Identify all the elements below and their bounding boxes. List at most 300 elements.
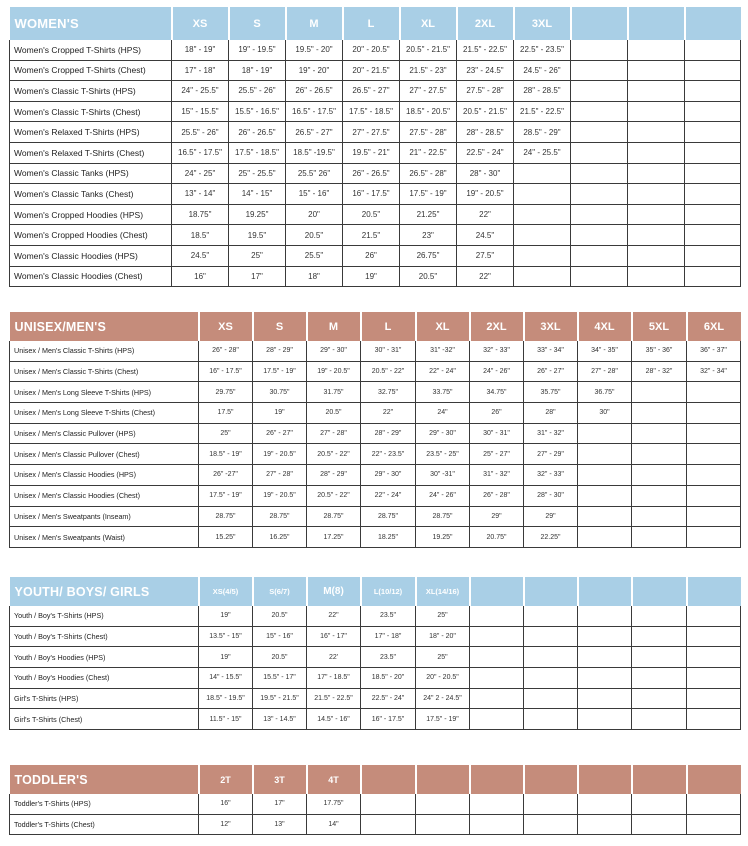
measurement-cell: 14.5" - 16": [307, 709, 361, 730]
womens-header-row: [10, 7, 741, 40]
toddler-size-section: [9, 765, 740, 835]
measurement-cell: [687, 794, 741, 814]
measurement-cell: 19.5" - 20": [286, 40, 343, 60]
size-header: [685, 7, 741, 40]
measurement-cell: 16" - 17.5": [199, 361, 253, 382]
measurement-cell: [571, 122, 628, 143]
measurement-cell: [628, 60, 685, 81]
measurement-cell: 19": [199, 647, 253, 668]
measurement-cell: 30" - 31": [361, 341, 416, 361]
womens-size-section: [9, 7, 740, 287]
measurement-cell: 20" - 20.5": [416, 668, 470, 689]
measurement-cell: 19.5" - 21.5": [253, 688, 307, 709]
measurement-cell: [578, 626, 632, 647]
measurement-cell: [687, 626, 741, 647]
size-header: L: [343, 7, 400, 40]
measurement-cell: [571, 60, 628, 81]
measurement-cell: 14" - 15.5": [199, 668, 253, 689]
measurement-cell: 20.5" - 21.5": [400, 40, 457, 60]
measurement-cell: [524, 647, 578, 668]
size-header: M(8): [307, 577, 361, 606]
measurement-cell: 32" - 34": [687, 361, 741, 382]
measurement-cell: 19" - 19.5": [229, 40, 286, 60]
table-row: [10, 184, 741, 205]
measurement-cell: [571, 245, 628, 266]
measurement-cell: [470, 668, 524, 689]
unisex-mens-size-table: [9, 312, 741, 548]
measurement-cell: 28" - 29": [307, 465, 361, 486]
measurement-cell: [685, 142, 741, 163]
measurement-cell: [628, 142, 685, 163]
measurement-cell: 24" - 25.5": [514, 142, 571, 163]
size-header: XL(14/16): [416, 577, 470, 606]
youth-header-row: [10, 577, 741, 606]
measurement-cell: 17.5" - 19": [400, 184, 457, 205]
toddler-size-table: [9, 765, 741, 835]
measurement-cell: 26.5" - 27": [286, 122, 343, 143]
measurement-cell: [687, 465, 741, 486]
size-header: 4T: [307, 765, 361, 794]
measurement-cell: [416, 814, 470, 835]
measurement-cell: 14": [307, 814, 361, 835]
garment-measurement-label: Girl's T-Shirts (Chest): [10, 709, 199, 730]
measurement-cell: 23" - 24.5": [457, 60, 514, 81]
measurement-cell: 19": [253, 403, 307, 424]
garment-measurement-label: Women's Classic Tanks (HPS): [10, 163, 172, 184]
measurement-cell: [578, 506, 632, 527]
measurement-cell: 17" - 18": [361, 626, 416, 647]
table-row: [10, 341, 741, 361]
measurement-cell: 28.75": [416, 506, 470, 527]
measurement-cell: [514, 225, 571, 246]
table-row: [10, 266, 741, 287]
measurement-cell: 29": [470, 506, 524, 527]
table-row: [10, 81, 741, 102]
garment-measurement-label: Women's Classic Hoodies (HPS): [10, 245, 172, 266]
measurement-cell: 24" 2 - 24.5": [416, 688, 470, 709]
measurement-cell: 32" - 33": [524, 465, 578, 486]
measurement-cell: [685, 266, 741, 287]
measurement-cell: [571, 101, 628, 122]
measurement-cell: [571, 81, 628, 102]
size-header: 2XL: [457, 7, 514, 40]
measurement-cell: [628, 163, 685, 184]
measurement-cell: 21.5" - 22.5": [457, 40, 514, 60]
measurement-cell: [685, 245, 741, 266]
measurement-cell: [514, 266, 571, 287]
measurement-cell: 18.5" -19.5": [286, 142, 343, 163]
measurement-cell: 12": [199, 814, 253, 835]
measurement-cell: [632, 668, 687, 689]
unisex-table-body: [10, 341, 741, 547]
measurement-cell: 36" - 37": [687, 341, 741, 361]
size-header: S: [229, 7, 286, 40]
size-header: [524, 577, 578, 606]
measurement-cell: 18.5" - 20": [361, 668, 416, 689]
youth-table-body: [10, 606, 741, 730]
measurement-cell: 25": [416, 647, 470, 668]
size-header: 2XL: [470, 312, 524, 341]
measurement-cell: 11.5" - 15": [199, 709, 253, 730]
measurement-cell: [687, 668, 741, 689]
measurement-cell: 21.5" - 22.5": [307, 688, 361, 709]
measurement-cell: 13" - 14": [172, 184, 229, 205]
measurement-cell: 27" - 27.5": [400, 81, 457, 102]
measurement-cell: [571, 142, 628, 163]
garment-measurement-label: Women's Cropped T-Shirts (Chest): [10, 60, 172, 81]
table-row: [10, 444, 741, 465]
size-header: [578, 765, 632, 794]
measurement-cell: 24.5": [172, 245, 229, 266]
measurement-cell: 19.5": [229, 225, 286, 246]
measurement-cell: [628, 81, 685, 102]
size-header: L: [361, 312, 416, 341]
garment-measurement-label: Toddler's T-Shirts (Chest): [10, 814, 199, 835]
measurement-cell: 24" - 25.5": [172, 81, 229, 102]
measurement-cell: [571, 40, 628, 60]
measurement-cell: 28" - 28.5": [457, 122, 514, 143]
table-row: [10, 382, 741, 403]
measurement-cell: [632, 403, 687, 424]
size-header: [361, 765, 416, 794]
garment-measurement-label: Women's Classic T-Shirts (Chest): [10, 101, 172, 122]
table-row: [10, 647, 741, 668]
measurement-cell: [470, 814, 524, 835]
measurement-cell: 36.75": [578, 382, 632, 403]
measurement-cell: [632, 444, 687, 465]
measurement-cell: [524, 626, 578, 647]
measurement-cell: 30" - 31": [470, 423, 524, 444]
measurement-cell: [470, 794, 524, 814]
size-header: [524, 765, 578, 794]
measurement-cell: 28.75": [199, 506, 253, 527]
garment-measurement-label: Unisex / Men's Classic Pullover (HPS): [10, 423, 199, 444]
measurement-cell: 28" - 29": [361, 423, 416, 444]
size-header: [470, 577, 524, 606]
measurement-cell: 20.5" - 21.5": [457, 101, 514, 122]
garment-measurement-label: Unisex / Men's Classic Hoodies (HPS): [10, 465, 199, 486]
measurement-cell: 18.5" - 19.5": [199, 688, 253, 709]
measurement-cell: 15.25": [199, 527, 253, 548]
measurement-cell: 20.5": [400, 266, 457, 287]
measurement-cell: 26.75": [400, 245, 457, 266]
measurement-cell: 17.5" - 18.5": [229, 142, 286, 163]
measurement-cell: [578, 647, 632, 668]
measurement-cell: [687, 506, 741, 527]
measurement-cell: 19.25": [416, 527, 470, 548]
measurement-cell: 20.5": [286, 225, 343, 246]
garment-measurement-label: Women's Relaxed T-Shirts (HPS): [10, 122, 172, 143]
size-header: 6XL: [687, 312, 741, 341]
measurement-cell: [628, 266, 685, 287]
measurement-cell: 17.5" - 19": [199, 485, 253, 506]
measurement-cell: 28.75": [307, 506, 361, 527]
measurement-cell: 22" - 24": [416, 361, 470, 382]
measurement-cell: 22": [457, 204, 514, 225]
measurement-cell: 17" - 18": [172, 60, 229, 81]
measurement-cell: [361, 794, 416, 814]
measurement-cell: 28": [524, 403, 578, 424]
measurement-cell: [571, 163, 628, 184]
measurement-cell: 29" - 30": [416, 423, 470, 444]
garment-measurement-label: Unisex / Men's Classic T-Shirts (HPS): [10, 341, 199, 361]
measurement-cell: 24" - 25": [172, 163, 229, 184]
measurement-cell: [578, 688, 632, 709]
measurement-cell: 29": [524, 506, 578, 527]
measurement-cell: 18.25": [361, 527, 416, 548]
measurement-cell: 28" - 28.5": [514, 81, 571, 102]
size-header: [632, 765, 687, 794]
measurement-cell: 27" - 27.5": [343, 122, 400, 143]
measurement-cell: [687, 403, 741, 424]
measurement-cell: 26" - 26.5": [286, 81, 343, 102]
table-row: [10, 626, 741, 647]
garment-measurement-label: Girl's T-Shirts (HPS): [10, 688, 199, 709]
toddler-table-body: [10, 794, 741, 835]
measurement-cell: 23.5": [361, 647, 416, 668]
garment-measurement-label: Youth / Boy's Hoodies (HPS): [10, 647, 199, 668]
measurement-cell: 19" - 20.5": [457, 184, 514, 205]
measurement-cell: [685, 225, 741, 246]
measurement-cell: 15" - 16": [253, 626, 307, 647]
measurement-cell: [685, 122, 741, 143]
measurement-cell: 20.5" - 22": [307, 485, 361, 506]
measurement-cell: [687, 709, 741, 730]
measurement-cell: 16.5" - 17.5": [286, 101, 343, 122]
table-row: [10, 361, 741, 382]
garment-measurement-label: Women's Cropped Hoodies (HPS): [10, 204, 172, 225]
table-row: [10, 668, 741, 689]
measurement-cell: [628, 184, 685, 205]
measurement-cell: 31" - 32": [524, 423, 578, 444]
table-row: [10, 794, 741, 814]
measurement-cell: 17.5" - 19": [253, 361, 307, 382]
measurement-cell: [578, 444, 632, 465]
table-row: [10, 814, 741, 835]
measurement-cell: 22": [457, 266, 514, 287]
size-header: 3XL: [514, 7, 571, 40]
measurement-cell: [470, 626, 524, 647]
measurement-cell: 18" - 19": [172, 40, 229, 60]
measurement-cell: 27.5" - 28": [400, 122, 457, 143]
unisex-section-title: UNISEX/MEN'S: [10, 312, 199, 341]
size-header: XS(4/5): [199, 577, 253, 606]
measurement-cell: [470, 647, 524, 668]
toddler-header-row: [10, 765, 741, 794]
garment-measurement-label: Toddler's T-Shirts (HPS): [10, 794, 199, 814]
measurement-cell: 20" - 20.5": [343, 40, 400, 60]
measurement-cell: 19" - 20.5": [253, 485, 307, 506]
measurement-cell: 28.75": [253, 506, 307, 527]
measurement-cell: [470, 709, 524, 730]
measurement-cell: 33.75": [416, 382, 470, 403]
measurement-cell: 31" - 32": [470, 465, 524, 486]
size-header: 5XL: [632, 312, 687, 341]
measurement-cell: [524, 814, 578, 835]
measurement-cell: 26.5" - 28": [400, 163, 457, 184]
measurement-cell: 25.5" - 26": [229, 81, 286, 102]
measurement-cell: [524, 606, 578, 626]
size-header: [628, 7, 685, 40]
size-header: [571, 7, 628, 40]
measurement-cell: 23.5": [361, 606, 416, 626]
measurement-cell: [571, 184, 628, 205]
table-row: [10, 403, 741, 424]
measurement-cell: [687, 382, 741, 403]
table-row: [10, 163, 741, 184]
measurement-cell: [578, 465, 632, 486]
measurement-cell: [632, 485, 687, 506]
measurement-cell: 25" - 25.5": [229, 163, 286, 184]
table-row: [10, 465, 741, 486]
table-row: [10, 485, 741, 506]
youth-size-table: [9, 577, 741, 730]
measurement-cell: 18.5" - 19": [199, 444, 253, 465]
toddler-section-title: TODDLER'S: [10, 765, 199, 794]
measurement-cell: 28" - 29": [253, 341, 307, 361]
table-row: [10, 225, 741, 246]
measurement-cell: 26" - 26.5": [343, 163, 400, 184]
measurement-cell: [571, 225, 628, 246]
measurement-cell: 22': [307, 647, 361, 668]
measurement-cell: [578, 423, 632, 444]
measurement-cell: [687, 485, 741, 506]
table-row: [10, 204, 741, 225]
measurement-cell: [687, 527, 741, 548]
garment-measurement-label: Youth / Boy's T-Shirts (HPS): [10, 606, 199, 626]
measurement-cell: 20.5" - 22": [307, 444, 361, 465]
measurement-cell: 27" - 28": [307, 423, 361, 444]
garment-measurement-label: Women's Classic T-Shirts (HPS): [10, 81, 172, 102]
unisex-mens-size-section: [9, 312, 740, 548]
measurement-cell: [685, 101, 741, 122]
measurement-cell: [687, 688, 741, 709]
measurement-cell: 34.75": [470, 382, 524, 403]
measurement-cell: [578, 794, 632, 814]
measurement-cell: [416, 794, 470, 814]
measurement-cell: [685, 163, 741, 184]
measurement-cell: 22.5" - 23.5": [514, 40, 571, 60]
measurement-cell: 20.5" - 22": [361, 361, 416, 382]
measurement-cell: [685, 204, 741, 225]
measurement-cell: 13": [253, 814, 307, 835]
measurement-cell: [632, 606, 687, 626]
size-header: XS: [172, 7, 229, 40]
measurement-cell: [685, 81, 741, 102]
measurement-cell: 17": [229, 266, 286, 287]
table-row: [10, 101, 741, 122]
measurement-cell: 20": [286, 204, 343, 225]
measurement-cell: 21" - 22.5": [400, 142, 457, 163]
measurement-cell: 26.5" - 27": [343, 81, 400, 102]
measurement-cell: 19" - 20.5": [253, 444, 307, 465]
measurement-cell: 26" - 27": [524, 361, 578, 382]
measurement-cell: [578, 606, 632, 626]
measurement-cell: 17.75": [307, 794, 361, 814]
size-header: [687, 765, 741, 794]
measurement-cell: 26" - 28": [470, 485, 524, 506]
garment-measurement-label: Unisex / Men's Classic T-Shirts (Chest): [10, 361, 199, 382]
measurement-cell: [628, 225, 685, 246]
measurement-cell: 20.5": [253, 606, 307, 626]
garment-measurement-label: Women's Classic Tanks (Chest): [10, 184, 172, 205]
table-row: [10, 60, 741, 81]
measurement-cell: 32.75": [361, 382, 416, 403]
measurement-cell: 18": [286, 266, 343, 287]
measurement-cell: 16" - 17.5": [361, 709, 416, 730]
measurement-cell: 33" - 34": [524, 341, 578, 361]
measurement-cell: 23.5" - 25": [416, 444, 470, 465]
measurement-cell: [632, 647, 687, 668]
measurement-cell: 25" - 27": [470, 444, 524, 465]
measurement-cell: [578, 814, 632, 835]
measurement-cell: 17" - 18.5": [307, 668, 361, 689]
size-header: 2T: [199, 765, 253, 794]
garment-measurement-label: Unisex / Men's Sweatpants (Waist): [10, 527, 199, 548]
measurement-cell: 24.5" - 26": [514, 60, 571, 81]
measurement-cell: [514, 184, 571, 205]
measurement-cell: [632, 423, 687, 444]
measurement-cell: [632, 794, 687, 814]
measurement-cell: [578, 709, 632, 730]
youth-section-title: YOUTH/ BOYS/ GIRLS: [10, 577, 199, 606]
measurement-cell: 18.75": [172, 204, 229, 225]
table-row: [10, 122, 741, 143]
youth-size-section: [9, 577, 740, 730]
measurement-cell: [524, 794, 578, 814]
table-row: [10, 40, 741, 60]
measurement-cell: 16": [172, 266, 229, 287]
measurement-cell: 17.5": [199, 403, 253, 424]
size-header: M: [307, 312, 361, 341]
measurement-cell: [687, 606, 741, 626]
measurement-cell: 26" - 28": [199, 341, 253, 361]
measurement-cell: 27" - 28": [253, 465, 307, 486]
measurement-cell: 29" - 30": [361, 465, 416, 486]
measurement-cell: 20.5": [343, 204, 400, 225]
measurement-cell: 30.75": [253, 382, 307, 403]
measurement-cell: 20.75": [470, 527, 524, 548]
size-header: [632, 577, 687, 606]
measurement-cell: 21.25": [400, 204, 457, 225]
measurement-cell: [632, 527, 687, 548]
measurement-cell: [632, 506, 687, 527]
measurement-cell: 24" - 26": [416, 485, 470, 506]
garment-measurement-label: Unisex / Men's Classic Hoodies (Chest): [10, 485, 199, 506]
measurement-cell: 22": [361, 403, 416, 424]
size-header: XL: [416, 312, 470, 341]
table-row: [10, 709, 741, 730]
size-header: 3XL: [524, 312, 578, 341]
garment-measurement-label: Women's Cropped Hoodies (Chest): [10, 225, 172, 246]
measurement-cell: 28" - 30": [524, 485, 578, 506]
table-row: [10, 688, 741, 709]
measurement-cell: [687, 423, 741, 444]
womens-size-table: [9, 7, 741, 287]
measurement-cell: [632, 382, 687, 403]
measurement-cell: 27" - 28": [578, 361, 632, 382]
measurement-cell: 35" - 36": [632, 341, 687, 361]
measurement-cell: [628, 101, 685, 122]
measurement-cell: [578, 668, 632, 689]
table-row: [10, 142, 741, 163]
measurement-cell: 21.5" - 23": [400, 60, 457, 81]
measurement-cell: 16" - 17.5": [343, 184, 400, 205]
measurement-cell: [578, 485, 632, 506]
measurement-cell: 28" - 30": [457, 163, 514, 184]
garment-measurement-label: Youth / Boy's T-Shirts (Chest): [10, 626, 199, 647]
measurement-cell: 19.5" - 21": [343, 142, 400, 163]
